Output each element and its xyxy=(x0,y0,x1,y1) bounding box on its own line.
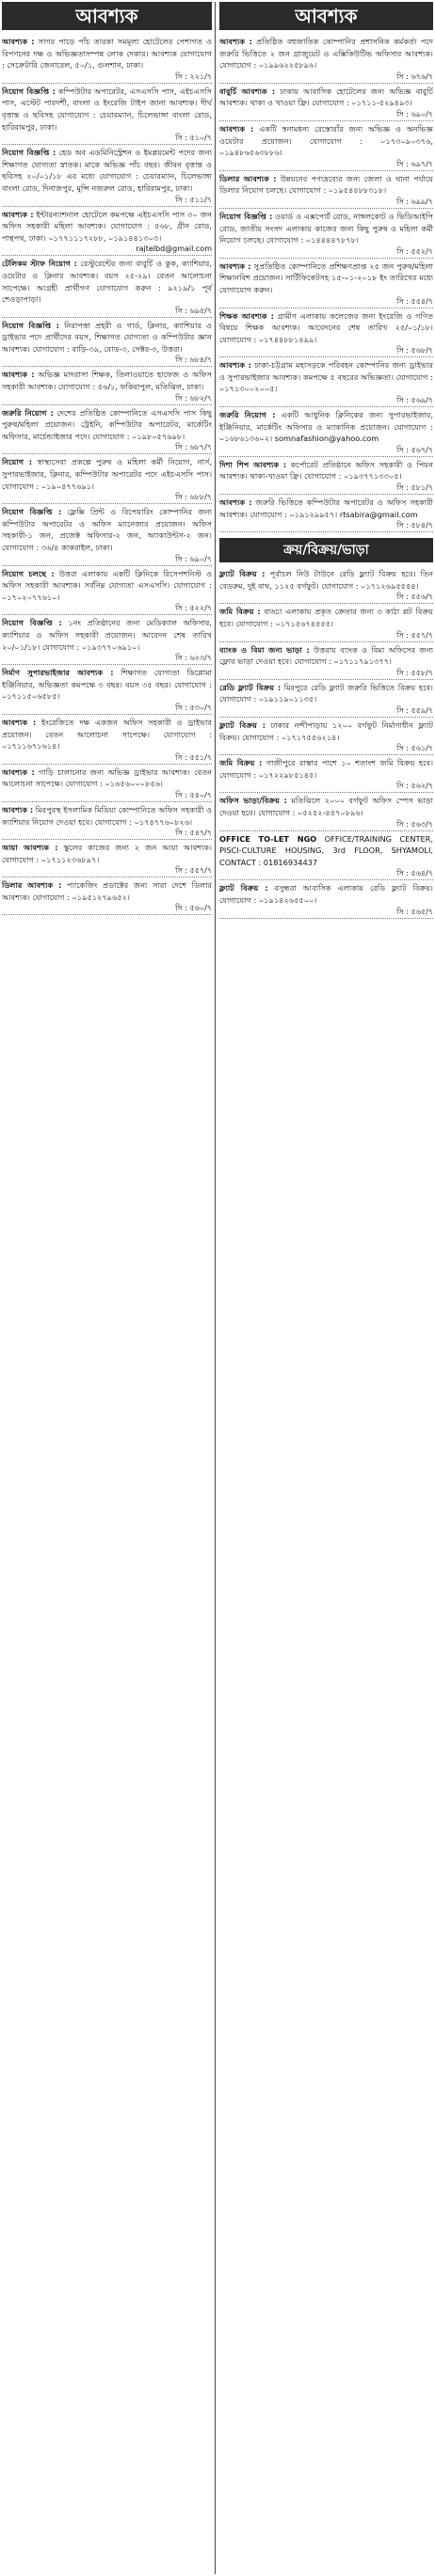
ad-code: সি : ৫৬৩/৭ xyxy=(396,819,433,829)
left-section-header: আবশ্যক xyxy=(2,2,212,30)
classified-ad xyxy=(219,642,433,680)
ad-body: ঢাকার নন্দীপাড়ায় ১২০০ বর্গফুট নির্মাণাধীন ফ্ল্যাট বিক্রয়। যোগাযোগ : ০১৭১৭৫৫৬২১৪। xyxy=(219,719,433,742)
ad-lead: নিয়োগ বিজ্ঞপ্তি : xyxy=(2,320,59,330)
ad-body: গ্রামীণ এলাকায় কলেজের জন্য ইংরেজি ও গণিত বিষয়ে শিক্ষক আবশ্যক। আবেদনের শেষ তারিখ ২৫/০১/১৮। যোগাযোগ : ০১৭৪৪৮৮১৪৯৯। xyxy=(219,310,433,344)
ad-code: সি : ৫৬৫/৭ xyxy=(396,907,433,916)
ad-code: সি : ৫৬০/৭ xyxy=(175,904,212,913)
right-section-header: আবশ্যক xyxy=(219,2,433,30)
classified-ad xyxy=(219,495,433,532)
classified-ad xyxy=(2,840,212,877)
ad-body: একটি আধুনিক ক্লিনিকের জন্য সুপারভাইজার, ইঞ্জিনিয়ার, মার্কেটিং অফিসার ও ম্যাকানিক প্রয়োজন। যোগাযোগ : ০১৬৮৬১৩৬০২। somnafashion@yahoo.com xyxy=(219,410,433,444)
ad-code: সি : ৬৮৮/৭ xyxy=(175,493,212,502)
ad-lead: নিয়োগ : xyxy=(2,457,33,467)
ad-body: সুপ্রতিষ্ঠিত কোম্পানিতে প্রশিক্ষণপ্রাপ্ত ২৫ জন পুরুষ/মহিলা শিক্ষানবিশ প্রয়োজন। সার্টিফিকেটসহ ১৫-০১-২০১৮ ইং তারিখের মধ্যে যোগাযোগ করুন। xyxy=(219,261,433,294)
classified-ad xyxy=(219,566,433,604)
ad-lead: জরুরি নিয়োগ : xyxy=(2,407,54,418)
ad-body: প্যাকেজিং প্রডাক্টের জন্য সারা দেশে ডিলার আবশ্যক। যোগাযোগ : ০১৯৫১২৭৯৬৫২। xyxy=(2,880,212,902)
classified-ad xyxy=(219,880,433,918)
ad-code: সি : ৬৯০/৭ xyxy=(175,554,212,563)
classified-ad xyxy=(2,145,212,206)
ad-code: সি : ৬৮৪/৭ xyxy=(175,356,212,365)
ad-code: সি : ৫৫৭/৭ xyxy=(175,866,212,876)
ad-code: সি : ৫৫৬/৭ xyxy=(396,593,433,602)
classified-ad xyxy=(219,84,433,121)
ad-body: জরুরি ভিত্তিতে কম্পিউটার অপারেটর ও অফিস সহকারী আবশ্যক। যোগাযোগ : ০১৯১২৯৯৫৭। rtsabira@gmail.com xyxy=(219,498,433,519)
classified-ad xyxy=(219,259,433,308)
ad-body: দেশের প্রতিষ্ঠিত কোম্পানিতে এসএসসি পাস কিছু পুরুষ/মহিলা প্রয়োজন। ট্রেইনি, কম্পিউটার অপারেটর, মার্কেটিং অফিসার, মার্চেন্ডাইজার পদে। যোগাযোগ : ০১৯৮০৫৭৬৯৮। xyxy=(2,407,212,441)
ad-code: সি : ৫৬৯/৭ xyxy=(396,396,433,405)
ad-code: সি : ৫৫৪/৭ xyxy=(396,296,433,306)
classified-ad xyxy=(219,831,433,881)
buy-sell-rent-header: ক্রয়/বিক্রয়/ভাড়া xyxy=(219,538,433,562)
ad-body: অভিজ্ঞ মাদরাসা শিক্ষক, তিলাওয়াতে হাফেজ ও অফিস সহকারী আবশ্যক। যোগাযোগ : ৫৬/১, ফকিরাপুল, মতিঝিল, ঢাকা। xyxy=(2,370,212,392)
classified-ad xyxy=(2,566,212,616)
ad-body: কর্পোরেট প্রতিষ্ঠানে অফিস সহকারী ও পিয়ন আবশ্যক। থাকা-খাওয়া ফ্রি। যোগাযোগ : ০১৯৩৭৭১৩৩০৫। xyxy=(219,459,433,482)
classified-ad xyxy=(219,357,433,407)
ad-lead: আবশ্যক : xyxy=(219,123,254,134)
ad-lead: নিয়োগ বিজ্ঞপ্তি : xyxy=(2,618,62,628)
ad-code: সি : ৫৪০/৭ xyxy=(175,790,212,799)
ad-lead: নির্মাণ সুপারভাইজার আবশ্যক : xyxy=(2,668,114,678)
ad-code: সি : ৫৫৮/৭ xyxy=(396,668,433,677)
ad-lead: আয়া আবশ্যক : xyxy=(2,843,58,853)
ad-lead: ফ্ল্যাট বিক্রয় : xyxy=(219,719,266,730)
ad-body: নিরাপত্তা প্রহরী ও গার্ড, ক্লিনার, ক্যাশিয়ার ও ড্রাইভার পদে প্রার্থীদের বয়স, শিক্ষাগত যোগ্যতা ও কম্পিউটার জ্ঞান আবশ্যক। যোগাযোগ : বাড়ি-৩৯, রোড-৩, সেক্টর-৩, উত্তরা। xyxy=(2,320,212,354)
classified-ad xyxy=(2,715,212,765)
ad-code: সি : ৫৮৪/৭ xyxy=(396,521,433,530)
ad-body: গাড়ি চালানোর জন্য অভিজ্ঞ ড্রাইভার আবশ্যক। বেতন আলোচনা সাপেক্ষে। যোগাযোগ : ০১৬৫৬০০০৮৫৬। xyxy=(2,766,212,789)
ad-body: ঢাকা-চট্টগ্রাম মহাসড়কে পরিবহন কোম্পানির জন্য ড্রাইভার ও সুপারভাইজার আবশ্যক। কমপক্ষে ৫ বছরের অভিজ্ঞতা। যোগাযোগ : ০১৭১৩০০২০০৫। xyxy=(219,360,433,394)
ad-body: স্কুলের কাজের জন্য ২ জন আয়া আবশ্যক। যোগাযোগ : ০১৭১১২৩৬৮৯৭। xyxy=(2,843,213,864)
ad-lead: জমি বিক্রয় : xyxy=(219,607,261,617)
classified-ad xyxy=(2,665,212,715)
ad-body: বসুন্ধরা আবাসিক এলাকায় রেডি ফ্ল্যাট বিক্রয়। যোগাযোগ : ০১৯১৪২৬৫৫০০। xyxy=(219,883,433,905)
ad-body: স্বাস্থ্যসেবা প্রকল্পে পুরুষ ও মহিলা কর্মী নিয়োগ, নার্স, সুপারভাইজার, ক্লিনার, কম্পিউটার অপারেটর পদে এইচএসসি পাস। যোগাযোগ : ০১৯০৪৭৭৬৯১। xyxy=(2,457,213,491)
classified-ad xyxy=(2,84,212,145)
ad-code: সি : ৫৬৪/৭ xyxy=(396,869,433,878)
ad-code: সি : ৬৮৭/৭ xyxy=(175,443,212,452)
ad-lead: আবশ্যক : xyxy=(2,804,34,814)
ad-code: rajtelbd@gmail.com xyxy=(136,245,212,254)
right-column xyxy=(219,2,433,2574)
ad-lead: ফ্ল্যাট বিক্রয় : xyxy=(219,883,268,893)
ad-body: প্রতিষ্ঠিত বহুজাতিক কোম্পানির প্রশাসনিক কর্মকর্তা পদে জরুরি ভিত্তিতে ২ জন গ্রাজুয়েট ও এক্সিকিউটিভ অফিসার আবশ্যক। যোগাযোগ : ০১৯৯৬২২৫৮৯৬। xyxy=(219,37,433,71)
ad-lead: ফ্ল্যাট বিক্রয় : xyxy=(219,569,266,579)
ad-body: উত্তরায় ব্যাংক ও বিমা অফিসের জন্য ফ্লোর ভাড়া দেওয়া হবে। যোগাযোগ : ০১৭১১৭৯১৩৭৭। xyxy=(219,644,433,667)
ad-code: সি : ৫৫২/৭ xyxy=(396,246,433,256)
ad-body: ওয়ার্ড ও এক্সপোর্ট রোড, নাঙ্গলকোট ও ভিডিআইপি রোড, জাতীয় সংসদ এলাকায় কাজের জন্য কিছু পুরুষ ও মহিলা কর্মী নিয়োগ চলছে। যোগাযোগ : ০১৪৪৪৪৭৮৭৮। xyxy=(219,211,433,245)
classified-ad xyxy=(219,604,433,641)
classified-ad xyxy=(2,802,212,840)
ad-lead: টেলিকম স্টাফ নিয়োগ : xyxy=(2,259,77,269)
classified-ad xyxy=(2,765,212,802)
ad-code: সি : ৫৮১/৭ xyxy=(396,483,433,493)
ad-code: সি : ৫১০/৭ xyxy=(175,134,212,143)
ad-lead: আবশ্যক : xyxy=(2,370,35,380)
ad-lead: দিশা শিপ আবশ্যক : xyxy=(219,459,287,469)
classified-ad xyxy=(2,34,212,84)
ad-lead: আবশ্যক : xyxy=(219,261,251,271)
ad-code: সি : ২২১/৭ xyxy=(175,71,212,81)
ad-body: কম্পিউটার অপারেটর, এসএসসি পাস, এইচএসসি পাস, এস্টেট পারদর্শী, বাংলা ও ইংরেজি টাইপ জানা আবশ্যক। দীর্ঘ বৃত্তান্ত ও ছবিসহ যোগাযোগ : চেয়ারম্যান, চিলেভাঙ্গা বাংলা রোড, হারিরামপুর, ঢাকা। xyxy=(2,86,212,132)
ad-lead: নিয়োগ বিজ্ঞপ্তি : xyxy=(2,86,56,96)
ad-body: ইংরেজিতে দক্ষ একজন অফিস সহকারী ও ড্রাইভার প্রয়োজন। বেতন আলোচনা সাপেক্ষে। যোগাযোগ : ০১৭১১৬৭১৬১৪। xyxy=(2,717,212,751)
ad-lead: নিয়োগ বিজ্ঞপ্তি : xyxy=(219,211,273,221)
ad-body: মতিঝিলে ২০০০ বর্গফুট অফিস স্পেস ভাড়া দেওয়া হবে। যোগাযোগ : ০৫২৫২-৪৫৭০৮৯৬। xyxy=(219,796,433,817)
ad-code: সি : ৬৭৬/৭ xyxy=(396,71,433,81)
left-ads-list xyxy=(2,34,212,915)
ad-code: সি : ৫৬৭/৭ xyxy=(396,445,433,454)
ad-body: পূর্বাচল নিউ টাউনে রেডি ফ্ল্যাট বিক্রয় হবে। তিন বেডরুম, দুই বাথ, ১১২৫ বর্গফুট। যোগাযোগ : ০১৭১২৬৯৫৫৫৪। xyxy=(219,569,433,591)
classified-ad xyxy=(219,680,433,718)
classified-ad xyxy=(2,256,212,317)
ad-body: রেস্টুরেন্টের জন্য বাবুর্চি ও কুক, ক্যাশিয়ার, ওয়েটার ও ক্লিনার আবশ্যক। বয়স ২৫-২৯। বেতন আলোচনা সাপেক্ষে। আগ্রহী প্রার্থীগণ যোগাযোগ করুন : ৯২১৯/১ পূর্ব শেওড়াপাড়া। xyxy=(2,259,213,305)
classified-ad xyxy=(2,405,212,455)
ad-code: সি : ৫৫১/৭ xyxy=(175,752,212,762)
ad-lead: আবশ্যক : xyxy=(219,498,252,508)
ad-code: সি : ৫১১/৭ xyxy=(175,195,212,204)
ad-lead: শিক্ষক আবশ্যক : xyxy=(219,310,274,321)
ad-lead: আবশ্যক : xyxy=(2,717,37,727)
ad-code: সি : ৬৯৯/৭ xyxy=(396,197,433,206)
ad-code: সি : ৫৩০/৭ xyxy=(175,703,212,712)
ad-lead: নিয়োগ বিজ্ঞপ্তি : xyxy=(2,507,62,517)
ad-code: সি : ৫৪৭/৭ xyxy=(175,829,212,838)
classified-ad xyxy=(219,171,433,209)
classified-ad xyxy=(2,367,212,404)
classified-ad xyxy=(219,34,433,84)
ad-lead: ডিলার আবশ্যক : xyxy=(219,173,277,183)
ad-lead: রেডি ফ্ল্যাট বিক্রয় : xyxy=(219,682,282,692)
ad-lead: আবশ্যক : xyxy=(2,209,34,219)
ad-code: সি : ৫৫৭/৭ xyxy=(396,630,433,640)
right-ads-list xyxy=(219,34,433,532)
classified-ad xyxy=(2,454,212,504)
classified-ad xyxy=(219,457,433,495)
ad-code: সি : ৬২৩/৭ xyxy=(175,654,212,663)
ad-lead: আবশ্যক : xyxy=(219,37,252,46)
classified-ad xyxy=(2,615,212,665)
ad-code: সি : ৬৮২/৭ xyxy=(175,393,212,403)
ad-lead: আবশ্যক : xyxy=(2,37,35,46)
classified-ad xyxy=(219,209,433,259)
ad-body: ফ্লেক্সি প্রিন্ট ও রিপেয়ারিং কোম্পানির জন্য কম্পিউটার অপারেটর ও অফিস ম্যানেজার প্রয়োজন। অফিস সহকারী-১ জন, প্রজেক্ট অফিসার-২ জন, অ্যাকাউন্টস-২ জন। যোগাযোগ : ৩৬/৪ কাকরাইল, ঢাকা। xyxy=(2,507,212,552)
ad-code: সি : ৫৬৮/৭ xyxy=(396,346,433,356)
ad-body: ইন্টারন্যাশনাল হোটেলে কমপক্ষে এইচএসসি পাস ৩০ জন অফিস সহকারী মহিলা আবশ্যক। যোগাযোগ : ৫৬৮, গ্রীন রোড, পান্থপথ, ঢাকা। ০১৭৭১১১৭২৮৮, ০১৯১৪৪১৩০৩। xyxy=(2,209,212,243)
ad-lead: নিয়োগ চলছে : xyxy=(2,568,55,578)
ad-body: উন্নয়নের পণ্যদ্রব্যের জন্য জেলা ও থানা পর্যায়ে ডিলার নিয়োগ চলছে। যোগাযোগ : ০১৯৫৪৪৮৮৩১৮। xyxy=(219,173,433,196)
ad-body: গাজীপুরে রাস্তার পাশে ১০ শতাংশ জমি বিক্রয় হবে। যোগাযোগ : ০১৭২২৯৮৫১৪৫। xyxy=(219,758,433,780)
ad-body: উত্তরা এলাকায় একটি ক্লিনিকে রিসেপশনিস্ট ও অফিস সহকারী আবশ্যক। সর্বনিম্ন যোগ্যতা এসএসসি। যোগাযোগ : ০১৭০২০৭৭৬১০। xyxy=(2,568,212,602)
ad-code: সি : ৬৯০/৭ xyxy=(396,109,433,119)
ad-body: হেড অব এডমিনিস্ট্রেশন ও ইমপ্লয়মেন্ট পদের জন্য শিক্ষাগত যোগ্যতা স্নাতক। মাকে অভিজ্ঞ পাঁচ বছর। জীবন বৃত্তান্ত ও ছবিসহ ২০/০১/১৮ এর মধ্যে যোগাযোগ : চেয়ারম্যান, চিলেভাঙ্গা বাংলা রোড, দিনাজপুর, মুন্সি নজরুল রোড, হারিরামপুর, ঢাকা। xyxy=(2,148,212,193)
ad-body: OFFICE/TRAINING CENTER, PISCI-CULTURE HOUSING, 3rd FLOOR, SHYAMOLI, CONTACT : 01816934437 xyxy=(219,833,433,867)
ad-code: সি : ৫৫৯/৭ xyxy=(396,705,433,715)
classified-ad xyxy=(219,793,433,830)
classified-ad xyxy=(219,121,433,171)
classified-ad xyxy=(2,207,212,257)
classified-ad xyxy=(219,407,433,457)
ad-lead: বাবুর্চি আবশ্যক : xyxy=(219,86,276,96)
classified-ad xyxy=(2,504,212,565)
ad-lead: আবশ্যক : xyxy=(2,766,35,777)
ad-lead: আবশ্যক : xyxy=(219,360,251,371)
ad-code: সি : ৬৯৭/৭ xyxy=(396,159,433,168)
ad-lead: অফিস ভাড়া/বিক্রয় : xyxy=(219,796,287,806)
ad-lead: ডিলার আবশ্যক : xyxy=(2,880,62,891)
ad-lead: ব্যাংক ও বিমা জন্য ভাড়া : xyxy=(219,644,310,655)
ad-lead: OFFICE TO-LET NGO xyxy=(219,833,317,844)
ad-code: সি : ৫৬২/৭ xyxy=(396,782,433,791)
classified-ad xyxy=(219,755,433,793)
ad-lead: নিয়োগ বিজ্ঞপ্তি : xyxy=(2,148,56,158)
ad-body: শিক্ষাগত যোগ্যতা ডিপ্লোমা ইঞ্জিনিয়ার, অভিজ্ঞতা কমপক্ষে ৩ বছর। বয়স ৩৫ বছর। যোগাযোগ : ০১৭১১৫০৬৫৮৫। xyxy=(2,668,212,702)
ad-body: বাড্ডা এলাকায় প্রকৃত ক্রেতার জন্য ৩ কাঠা প্লট বিক্রয় হবে। যোগাযোগ : ০১৭১৫৬৭৪৫৫৫। xyxy=(219,607,433,628)
ad-body: একটি স্বনামধন্য রেস্তোরাঁর জন্য অভিজ্ঞ ও অনভিজ্ঞ ওয়েটার প্রয়োজন। যোগাযোগ : ০১৭৩০৯০৩৭৬, ০১৯৪৮৬৫৬৩৮৮৬। xyxy=(219,123,433,158)
ad-lead: জরুরি নিয়োগ : xyxy=(219,410,276,420)
ad-body: সাগর পাড়ে পাঁচ তারকা সমমূল্য হোটেলের পেশাগত ও বিপণনের দক্ষ ও অভিজ্ঞতাসম্পন্ন লোক দেকার। আবশ্যক যোগাযোগ : সেক্রেটারি জেনারেল, ৫০/১, গুলশান, ঢাকা। xyxy=(2,37,212,71)
left-column xyxy=(2,2,216,2574)
classified-ad xyxy=(219,308,433,358)
ad-body: মিরপুরস্থ ইসলামিক মিডিয়া কোম্পানিতে অফিস সহকারী ও ক্যাশিয়ার নিয়োগ দেওয়া হবে। যোগাযোগ : ০১৭৪৭৭৬০৮২৬। xyxy=(2,804,212,827)
ad-code: সি : ৫৬১/৭ xyxy=(396,744,433,753)
buy-sell-rent-list xyxy=(219,566,433,918)
ad-code: সি : ৫২২/৭ xyxy=(175,604,212,613)
ad-body: ১নং প্রতিষ্ঠানের জন্য মেডিক্যাল অফিসার, ক্যাশিয়ার ও অফিস সহকারী প্রয়োজন। আবেদন শেষ তারিখ ২০/০১/১৮। যোগাযোগ : ০১৯৩৭৭০৬৯১০। xyxy=(2,618,212,652)
classified-ad xyxy=(2,877,212,915)
ad-lead: জমি বিক্রয় : xyxy=(219,758,263,768)
ad-body: ঢাকায় আবাসিক হোটেলের জন্য অভিজ্ঞ বাবুর্চি আবশ্যক। থাকা ও খাওয়া ফ্রি। যোগাযোগ : ০১৭১১-৫২৯৪৯৩। xyxy=(219,86,433,108)
classified-ad xyxy=(219,718,433,755)
classified-ad xyxy=(2,318,212,368)
ad-body: মিরপুরে রেডি ফ্ল্যাট জরুরি ভিত্তিতে বিক্রয় হবে। যোগাযোগ : ০১৯১১৯০১১৩৫। xyxy=(219,682,433,704)
ad-code: সি : ৬৯৫/৭ xyxy=(175,306,212,315)
